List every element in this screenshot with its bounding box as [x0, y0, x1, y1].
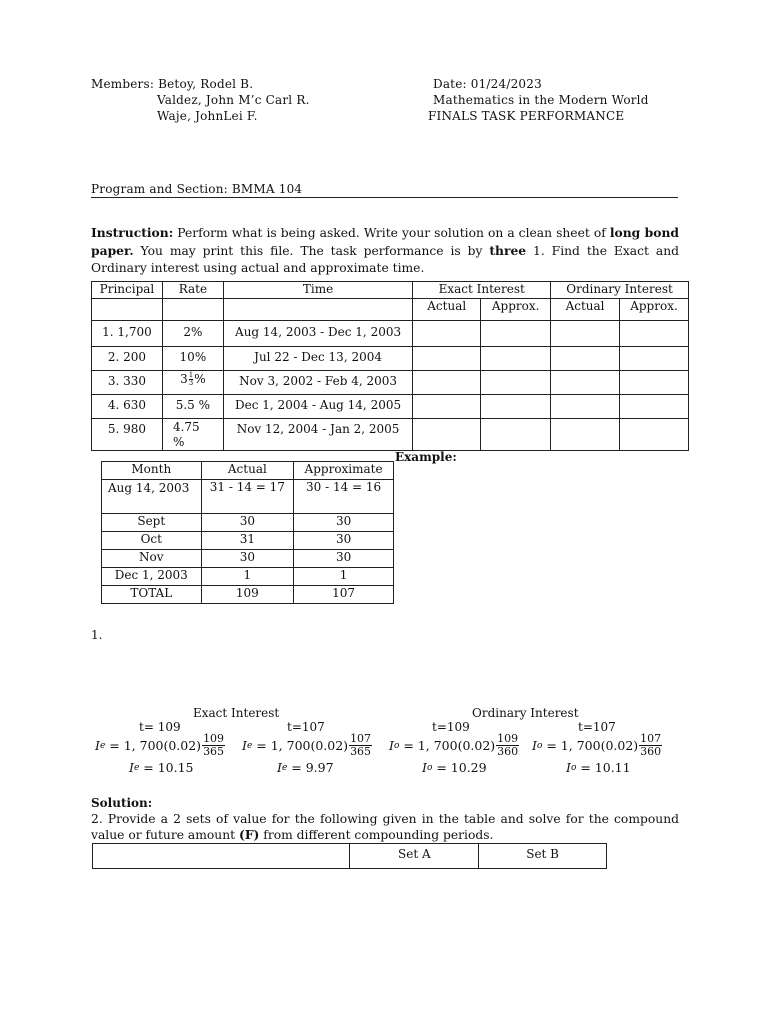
interest-result — [129, 760, 194, 775]
principal-cell: 4. 630 — [92, 395, 163, 419]
header-exact-interest: Exact Interest — [413, 282, 551, 299]
exact-interest-title: Exact Interest — [193, 706, 280, 720]
time-value: t=107 — [287, 720, 325, 734]
interest-symbol: I — [566, 760, 571, 775]
formula-rhs: = 1, 700(0.02) — [256, 738, 349, 753]
instruction-text: 1. Find the Exact and Ordinary interest using actual and approximate time. — [91, 244, 679, 275]
approx-cell: 30 — [294, 532, 394, 550]
interest-subscript: o — [426, 762, 433, 773]
time-fraction — [349, 733, 372, 758]
month-cell: Sept — [102, 514, 202, 532]
answer-cell[interactable] — [620, 419, 689, 451]
month-cell: Aug 14, 2003 — [102, 480, 202, 514]
fraction-numerator: 109 — [203, 732, 225, 745]
interest-table — [91, 281, 689, 451]
approx-cell: 30 — [294, 514, 394, 532]
actual-cell: 31 — [201, 532, 294, 550]
fraction-numerator: 107 — [350, 732, 372, 745]
divider — [91, 197, 678, 198]
time-fraction — [639, 733, 662, 758]
answer-cell[interactable] — [551, 395, 620, 419]
answer-cell[interactable] — [481, 347, 551, 371]
month-cell: Nov — [102, 550, 202, 568]
time-fraction — [202, 733, 225, 758]
interest-subscript: o — [393, 740, 400, 751]
formula-rhs: = 1, 700(0.02) — [109, 738, 202, 753]
answer-cell[interactable] — [413, 371, 481, 395]
interest-symbol: I — [422, 760, 427, 775]
approx-cell: 30 — [294, 550, 394, 568]
answer-cell[interactable] — [413, 347, 481, 371]
formula-rhs: = 1, 700(0.02) — [546, 738, 639, 753]
interest-formula — [389, 733, 519, 758]
answer-cell[interactable] — [551, 371, 620, 395]
interest-symbol: I — [129, 760, 134, 775]
answer-cell[interactable] — [413, 321, 481, 347]
rate-percent: % — [194, 372, 206, 386]
interest-subscript: o — [570, 762, 577, 773]
rate-cell — [162, 419, 223, 451]
member-name: Waje, JohnLei F. — [157, 109, 258, 123]
interest-result — [566, 760, 631, 775]
program-section: Program and Section: BMMA 104 — [91, 182, 303, 196]
answer-cell[interactable] — [620, 395, 689, 419]
header-principal: Principal — [92, 282, 163, 299]
example-label: Example: — [395, 450, 457, 464]
compound-table — [92, 843, 607, 869]
header-approximate: Approximate — [294, 462, 394, 480]
rate-line: 4.75 — [172, 420, 200, 434]
header-set-b: Set B — [479, 844, 607, 869]
total-label: TOTAL — [102, 586, 202, 604]
answer-cell[interactable] — [481, 321, 551, 347]
time-value: t= 109 — [139, 720, 181, 734]
rate-cell: 10% — [162, 347, 223, 371]
time-value: t=107 — [578, 720, 616, 734]
time-cell: Dec 1, 2004 - Aug 14, 2005 — [223, 395, 412, 419]
item-2-post: from different compounding periods. — [259, 828, 494, 842]
rate-cell — [162, 371, 223, 395]
fraction-numerator: 1 — [188, 371, 194, 379]
interest-formula — [242, 733, 372, 758]
approx-cell: 30 - 14 = 16 — [294, 480, 394, 514]
rate-cell: 2% — [162, 321, 223, 347]
interest-result — [277, 760, 334, 775]
fraction-numerator: 107 — [640, 732, 662, 745]
instruction-paragraph — [91, 224, 679, 277]
instruction-label: Instruction: — [91, 225, 174, 240]
result-value: = 10.29 — [436, 760, 487, 775]
answer-cell[interactable] — [620, 371, 689, 395]
time-cell: Nov 3, 2002 - Feb 4, 2003 — [223, 371, 412, 395]
fraction-denominator: 365 — [350, 745, 372, 758]
principal-cell: 2. 200 — [92, 347, 163, 371]
result-value: = 10.15 — [143, 760, 194, 775]
interest-symbol: I — [389, 738, 394, 753]
interest-subscript: e — [281, 762, 288, 773]
answer-cell[interactable] — [413, 395, 481, 419]
header-set-a: Set A — [350, 844, 479, 869]
fraction-denominator: 365 — [203, 745, 225, 758]
time-cell: Jul 22 - Dec 13, 2004 — [223, 347, 412, 371]
month-cell: Dec 1, 2003 — [102, 568, 202, 586]
item-2-pre: 2. Provide a 2 sets of value for the following given in the table and solve for the compound value or future amount — [91, 812, 679, 842]
member-name: Valdez, John M’c Carl R. — [157, 93, 310, 107]
formula-rhs: = 1, 700(0.02) — [403, 738, 496, 753]
header-actual: Actual — [413, 299, 481, 321]
actual-cell: 30 — [201, 514, 294, 532]
instruction-bold: long bond paper. — [91, 225, 679, 258]
interest-subscript: e — [99, 740, 106, 751]
interest-formula — [532, 733, 662, 758]
result-value: = 9.97 — [291, 760, 334, 775]
answer-cell[interactable] — [481, 419, 551, 451]
header-rate: Rate — [162, 282, 223, 299]
answer-cell[interactable] — [413, 419, 481, 451]
principal-cell: 5. 980 — [92, 419, 163, 451]
members-line: Members: Betoy, Rodel B. — [91, 77, 254, 91]
actual-cell: 31 - 14 = 17 — [201, 480, 294, 514]
rate-cell: 5.5 % — [162, 395, 223, 419]
interest-symbol: I — [242, 738, 247, 753]
fraction-denominator: 3 — [188, 379, 194, 387]
header-time: Time — [223, 282, 412, 299]
answer-cell[interactable] — [620, 347, 689, 371]
header-approx: Approx. — [620, 299, 689, 321]
header-actual: Actual — [551, 299, 620, 321]
empty-cell — [162, 299, 223, 321]
rate-line: % — [172, 435, 185, 449]
approx-total: 107 — [294, 586, 394, 604]
solution-label: Solution: — [91, 796, 153, 810]
header-month: Month — [102, 462, 202, 480]
fraction-denominator: 360 — [497, 745, 519, 758]
principal-cell: 1. 1,700 — [92, 321, 163, 347]
fraction-denominator: 360 — [640, 745, 662, 758]
interest-symbol: I — [277, 760, 282, 775]
fraction-numerator: 109 — [497, 732, 519, 745]
interest-symbol: I — [532, 738, 537, 753]
header-actual: Actual — [201, 462, 294, 480]
time-fraction — [496, 733, 519, 758]
time-value: t=109 — [432, 720, 470, 734]
month-cell: Oct — [102, 532, 202, 550]
instruction-text: Perform what is being asked. Write your solution on a clean sheet of — [173, 226, 610, 240]
answer-cell[interactable] — [551, 321, 620, 347]
course-title: Mathematics in the Modern World — [433, 93, 649, 107]
interest-subscript: e — [246, 740, 253, 751]
item-1-label: 1. — [91, 628, 103, 642]
approx-cell: 1 — [294, 568, 394, 586]
empty-header — [93, 844, 350, 869]
time-cell: Aug 14, 2003 - Dec 1, 2003 — [223, 321, 412, 347]
answer-cell[interactable] — [481, 395, 551, 419]
actual-total: 109 — [201, 586, 294, 604]
ordinary-interest-title: Ordinary Interest — [472, 706, 579, 720]
example-table — [101, 461, 394, 604]
empty-cell — [92, 299, 163, 321]
item-2-bold: (F) — [239, 827, 260, 842]
answer-cell[interactable] — [620, 321, 689, 347]
rate-fraction — [189, 372, 193, 387]
answer-cell[interactable] — [551, 419, 620, 451]
header-approx: Approx. — [481, 299, 551, 321]
actual-cell: 1 — [201, 568, 294, 586]
actual-cell: 30 — [201, 550, 294, 568]
principal-cell: 3. 330 — [92, 371, 163, 395]
answer-cell[interactable] — [481, 371, 551, 395]
time-cell: Nov 12, 2004 - Jan 2, 2005 — [223, 419, 412, 451]
answer-cell[interactable] — [551, 347, 620, 371]
date-text: Date: 01/24/2023 — [433, 77, 542, 91]
instruction-text: You may print this file. The task performance is by — [133, 244, 490, 258]
empty-cell — [223, 299, 412, 321]
task-title: FINALS TASK PERFORMANCE — [428, 109, 625, 123]
interest-result — [422, 760, 487, 775]
interest-formula — [95, 733, 225, 758]
interest-subscript: o — [536, 740, 543, 751]
item-2-text — [91, 812, 679, 843]
result-value: = 10.11 — [580, 760, 631, 775]
rate-whole: 3 — [180, 372, 188, 386]
instruction-bold: three — [489, 243, 527, 258]
header-ordinary-interest: Ordinary Interest — [551, 282, 689, 299]
interest-subscript: e — [133, 762, 140, 773]
interest-symbol: I — [95, 738, 100, 753]
